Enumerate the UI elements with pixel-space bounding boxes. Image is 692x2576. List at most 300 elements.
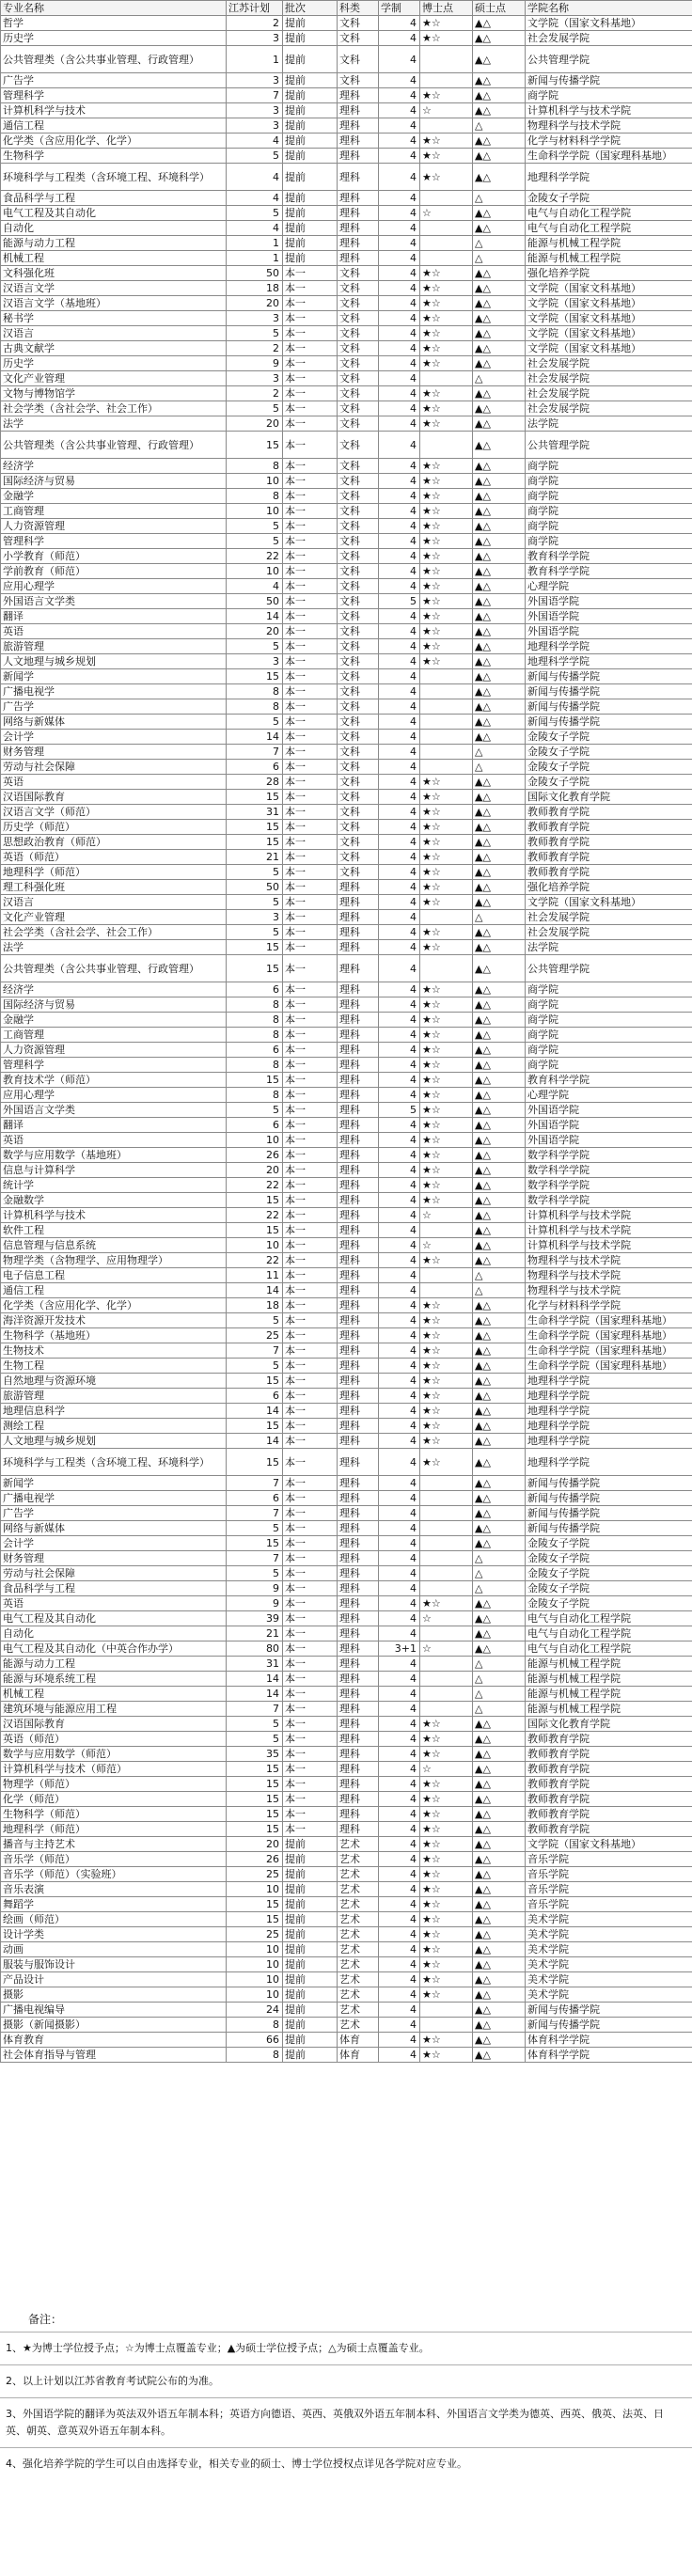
doctoral-point-cell: ★☆ (420, 1449, 473, 1476)
major-name-cell: 统计学 (1, 1178, 227, 1193)
batch-cell: 本一 (283, 1073, 338, 1088)
category-cell: 理科 (338, 1596, 379, 1611)
table-row (1, 1807, 692, 1822)
doctoral-point-cell: ★☆ (420, 654, 473, 669)
major-name-cell: 文化产业管理 (1, 910, 227, 925)
category-cell: 理科 (338, 103, 379, 118)
table-row (1, 790, 692, 805)
duration-cell: 4 (379, 221, 420, 236)
category-cell: 文科 (338, 281, 379, 296)
major-name-cell: 金融学 (1, 489, 227, 504)
plan-count-cell: 10 (227, 474, 283, 489)
major-name-cell: 能源与动力工程 (1, 1657, 227, 1672)
plan-count-cell: 15 (227, 1897, 283, 1912)
plan-count-cell: 15 (227, 790, 283, 805)
duration-cell: 4 (379, 1972, 420, 1987)
plan-count-cell: 7 (227, 88, 283, 103)
duration-cell: 4 (379, 1223, 420, 1238)
plan-count-cell: 5 (227, 1103, 283, 1118)
doctoral-point-cell: ★☆ (420, 1957, 473, 1972)
category-cell: 艺术 (338, 1867, 379, 1882)
table-row (1, 1073, 692, 1088)
master-point-cell: ▲△ (473, 940, 526, 955)
college-name-cell: 教师教育学院 (526, 865, 692, 880)
batch-cell: 本一 (283, 669, 338, 684)
batch-cell: 本一 (283, 356, 338, 371)
table-row (1, 16, 692, 31)
college-name-cell: 数学科学学院 (526, 1148, 692, 1163)
batch-cell: 本一 (283, 1343, 338, 1359)
plan-count-cell: 4 (227, 579, 283, 594)
category-cell: 理科 (338, 1506, 379, 1521)
master-point-cell: ▲△ (473, 1641, 526, 1657)
category-cell: 文科 (338, 564, 379, 579)
category-cell: 文科 (338, 820, 379, 835)
batch-cell: 本一 (283, 1449, 338, 1476)
plan-count-cell: 6 (227, 1043, 283, 1058)
major-name-cell: 工商管理 (1, 504, 227, 519)
college-name-cell: 社会发展学院 (526, 356, 692, 371)
table-row (1, 459, 692, 474)
plan-count-cell: 15 (227, 1073, 283, 1088)
table-row (1, 371, 692, 386)
duration-cell: 4 (379, 1298, 420, 1313)
category-cell: 理科 (338, 1732, 379, 1747)
master-point-cell: △ (473, 236, 526, 251)
doctoral-point-cell: ★☆ (420, 326, 473, 341)
batch-cell: 本一 (283, 1328, 338, 1343)
master-point-cell: ▲△ (473, 432, 526, 459)
college-name-cell: 能源与机械工程学院 (526, 1672, 692, 1687)
doctoral-point-cell: ★☆ (420, 895, 473, 910)
master-point-cell: ▲△ (473, 1747, 526, 1762)
plan-count-cell: 5 (227, 1717, 283, 1732)
major-name-cell: 广告学 (1, 73, 227, 88)
plan-count-cell: 26 (227, 1148, 283, 1163)
college-name-cell: 商学院 (526, 997, 692, 1013)
major-name-cell: 社会学类（含社会学、社会工作） (1, 925, 227, 940)
college-name-cell: 地理科学学院 (526, 654, 692, 669)
plan-count-cell: 3 (227, 118, 283, 134)
college-name-cell: 金陵女子学院 (526, 1566, 692, 1581)
plan-count-cell: 31 (227, 1657, 283, 1672)
table-header-row (1, 1, 692, 16)
batch-cell: 本一 (283, 775, 338, 790)
major-name-cell: 海洋资源开发技术 (1, 1313, 227, 1328)
major-name-cell: 自然地理与资源环境 (1, 1374, 227, 1389)
table-row (1, 910, 692, 925)
doctoral-point-cell (420, 1268, 473, 1283)
major-name-cell: 测绘工程 (1, 1419, 227, 1434)
college-name-cell: 教育科学学院 (526, 549, 692, 564)
table-row (1, 1343, 692, 1359)
plan-count-cell: 3 (227, 910, 283, 925)
category-cell: 文科 (338, 579, 379, 594)
college-name-cell: 商学院 (526, 534, 692, 549)
doctoral-point-cell: ★☆ (420, 134, 473, 149)
doctoral-point-cell: ★☆ (420, 1792, 473, 1807)
table-row (1, 88, 692, 103)
plan-count-cell: 10 (227, 1238, 283, 1253)
plan-count-cell: 31 (227, 805, 283, 820)
category-cell: 理科 (338, 1491, 379, 1506)
major-name-cell: 音乐表演 (1, 1882, 227, 1897)
major-name-cell: 软件工程 (1, 1223, 227, 1238)
doctoral-point-cell: ★☆ (420, 1404, 473, 1419)
table-row (1, 865, 692, 880)
batch-cell: 本一 (283, 790, 338, 805)
category-cell: 艺术 (338, 1972, 379, 1987)
major-name-cell: 广告学 (1, 1506, 227, 1521)
college-name-cell: 公共管理学院 (526, 432, 692, 459)
doctoral-point-cell: ★☆ (420, 1942, 473, 1957)
master-point-cell: ▲△ (473, 997, 526, 1013)
doctoral-point-cell: ★☆ (420, 1163, 473, 1178)
table-row (1, 594, 692, 609)
master-point-cell: ▲△ (473, 1359, 526, 1374)
master-point-cell: ▲△ (473, 564, 526, 579)
plan-count-cell: 5 (227, 1732, 283, 1747)
batch-cell: 本一 (283, 534, 338, 549)
plan-count-cell: 7 (227, 1476, 283, 1491)
doctoral-point-cell: ★☆ (420, 850, 473, 865)
major-name-cell: 机械工程 (1, 251, 227, 266)
doctoral-point-cell: ★☆ (420, 1118, 473, 1133)
college-name-cell: 商学院 (526, 504, 692, 519)
doctoral-point-cell (420, 684, 473, 699)
doctoral-point-cell (420, 1702, 473, 1717)
category-cell: 文科 (338, 489, 379, 504)
duration-cell: 4 (379, 1178, 420, 1193)
table-row (1, 1566, 692, 1581)
plan-count-cell: 50 (227, 594, 283, 609)
batch-cell: 本一 (283, 940, 338, 955)
master-point-cell: ▲△ (473, 474, 526, 489)
plan-count-cell: 15 (227, 432, 283, 459)
master-point-cell: ▲△ (473, 895, 526, 910)
plan-count-cell: 22 (227, 1253, 283, 1268)
master-point-cell: ▲△ (473, 715, 526, 730)
master-point-cell: ▲△ (473, 1536, 526, 1551)
category-cell: 理科 (338, 880, 379, 895)
college-name-cell: 地理科学学院 (526, 1389, 692, 1404)
plan-count-cell: 20 (227, 296, 283, 311)
doctoral-point-cell (420, 221, 473, 236)
category-cell: 理科 (338, 895, 379, 910)
plan-count-cell: 5 (227, 1313, 283, 1328)
college-name-cell: 新闻与传播学院 (526, 715, 692, 730)
table-row (1, 1702, 692, 1717)
major-name-cell: 公共管理类（含公共事业管理、行政管理） (1, 432, 227, 459)
duration-cell: 4 (379, 164, 420, 191)
table-row (1, 1163, 692, 1178)
table-row (1, 982, 692, 997)
doctoral-point-cell: ★☆ (420, 266, 473, 281)
category-cell: 文科 (338, 760, 379, 775)
plan-count-cell: 35 (227, 1747, 283, 1762)
major-name-cell: 产品设计 (1, 1972, 227, 1987)
category-cell: 理科 (338, 118, 379, 134)
major-name-cell: 学前教育（师范） (1, 564, 227, 579)
master-point-cell: ▲△ (473, 1178, 526, 1193)
table-row (1, 1133, 692, 1148)
doctoral-point-cell: ☆ (420, 1611, 473, 1626)
plan-count-cell: 5 (227, 925, 283, 940)
duration-cell: 4 (379, 1536, 420, 1551)
duration-cell: 4 (379, 1028, 420, 1043)
major-name-cell: 经济学 (1, 459, 227, 474)
college-name-cell: 金陵女子学院 (526, 191, 692, 206)
duration-cell: 4 (379, 1343, 420, 1359)
plan-count-cell: 4 (227, 221, 283, 236)
doctoral-point-cell: ★☆ (420, 1133, 473, 1148)
plan-count-cell: 8 (227, 2048, 283, 2063)
table-row (1, 356, 692, 371)
doctoral-point-cell: ★☆ (420, 1852, 473, 1867)
major-name-cell: 管理科学 (1, 88, 227, 103)
duration-cell: 4 (379, 1611, 420, 1626)
master-point-cell: ▲△ (473, 1013, 526, 1028)
doctoral-point-cell: ★☆ (420, 982, 473, 997)
master-point-cell: ▲△ (473, 1596, 526, 1611)
category-cell: 艺术 (338, 1987, 379, 2003)
major-name-cell: 英语（师范） (1, 850, 227, 865)
doctoral-point-cell: ★☆ (420, 519, 473, 534)
major-name-cell: 电子信息工程 (1, 1268, 227, 1283)
doctoral-point-cell (420, 1536, 473, 1551)
duration-cell: 4 (379, 266, 420, 281)
category-cell: 理科 (338, 1313, 379, 1328)
college-name-cell: 美术学院 (526, 1987, 692, 2003)
duration-cell: 4 (379, 519, 420, 534)
major-name-cell: 音乐学（师范）（实验班） (1, 1867, 227, 1882)
plan-count-cell: 5 (227, 895, 283, 910)
plan-count-cell: 2 (227, 341, 283, 356)
duration-cell: 4 (379, 1163, 420, 1178)
batch-cell: 提前 (283, 1912, 338, 1927)
major-name-cell: 外国语言文学类 (1, 594, 227, 609)
duration-cell: 4 (379, 1328, 420, 1343)
major-name-cell: 化学类（含应用化学、化学） (1, 134, 227, 149)
table-row (1, 1253, 692, 1268)
master-point-cell: ▲△ (473, 1777, 526, 1792)
batch-cell: 本一 (283, 1657, 338, 1672)
doctoral-point-cell: ★☆ (420, 1103, 473, 1118)
table-row (1, 191, 692, 206)
table-row (1, 1118, 692, 1133)
category-cell: 理科 (338, 1717, 379, 1732)
batch-cell: 本一 (283, 745, 338, 760)
batch-cell: 本一 (283, 1581, 338, 1596)
table-row (1, 745, 692, 760)
table-row (1, 639, 692, 654)
plan-count-cell: 22 (227, 549, 283, 564)
college-name-cell: 电气与自动化工程学院 (526, 1611, 692, 1626)
duration-cell: 4 (379, 1148, 420, 1163)
duration-cell: 4 (379, 1506, 420, 1521)
master-point-cell: ▲△ (473, 401, 526, 416)
table-row (1, 775, 692, 790)
doctoral-point-cell (420, 1223, 473, 1238)
college-name-cell: 电气与自动化工程学院 (526, 1641, 692, 1657)
duration-cell: 4 (379, 504, 420, 519)
duration-cell: 4 (379, 459, 420, 474)
master-point-cell: ▲△ (473, 1792, 526, 1807)
master-point-cell: ▲△ (473, 489, 526, 504)
major-name-cell: 广告学 (1, 699, 227, 715)
batch-cell: 提前 (283, 251, 338, 266)
table-row (1, 1551, 692, 1566)
duration-cell: 4 (379, 386, 420, 401)
duration-cell: 4 (379, 1792, 420, 1807)
master-point-cell: ▲△ (473, 1717, 526, 1732)
duration-cell: 4 (379, 1449, 420, 1476)
table-row (1, 820, 692, 835)
plan-count-cell: 8 (227, 489, 283, 504)
category-cell: 理科 (338, 940, 379, 955)
batch-cell: 本一 (283, 624, 338, 639)
master-point-cell: ▲△ (473, 31, 526, 46)
major-name-cell: 地理科学（师范） (1, 1822, 227, 1837)
doctoral-point-cell: ★☆ (420, 1043, 473, 1058)
doctoral-point-cell: ★☆ (420, 549, 473, 564)
note-item: 2、以上计划以江苏省教育考试院公布的为准。 (0, 2364, 692, 2397)
doctoral-point-cell: ★☆ (420, 1298, 473, 1313)
master-point-cell: ▲△ (473, 624, 526, 639)
major-name-cell: 地理信息科学 (1, 1404, 227, 1419)
duration-cell: 4 (379, 997, 420, 1013)
table-row (1, 266, 692, 281)
category-cell: 文科 (338, 266, 379, 281)
college-name-cell: 体育科学学院 (526, 2033, 692, 2048)
doctoral-point-cell: ★☆ (420, 1732, 473, 1747)
header-batch: 批次 (283, 1, 338, 16)
master-point-cell: ▲△ (473, 534, 526, 549)
college-name-cell: 体育科学学院 (526, 2048, 692, 2063)
master-point-cell: ▲△ (473, 88, 526, 103)
batch-cell: 本一 (283, 1566, 338, 1581)
duration-cell: 4 (379, 134, 420, 149)
category-cell: 文科 (338, 684, 379, 699)
doctoral-point-cell: ☆ (420, 1762, 473, 1777)
major-name-cell: 物理学（师范） (1, 1777, 227, 1792)
table-row (1, 715, 692, 730)
college-name-cell: 数学科学学院 (526, 1163, 692, 1178)
duration-cell: 4 (379, 1837, 420, 1852)
plan-count-cell: 6 (227, 760, 283, 775)
duration-cell: 4 (379, 1747, 420, 1762)
category-cell: 文科 (338, 699, 379, 715)
duration-cell: 4 (379, 895, 420, 910)
major-name-cell: 电气工程及其自动化 (1, 1611, 227, 1626)
category-cell: 文科 (338, 669, 379, 684)
duration-cell: 4 (379, 73, 420, 88)
college-name-cell: 金陵女子学院 (526, 745, 692, 760)
master-point-cell: ▲△ (473, 1476, 526, 1491)
doctoral-point-cell: ★☆ (420, 1148, 473, 1163)
master-point-cell: ▲△ (473, 1491, 526, 1506)
batch-cell: 本一 (283, 1238, 338, 1253)
master-point-cell: ▲△ (473, 206, 526, 221)
major-name-cell: 化学类（含应用化学、化学） (1, 1298, 227, 1313)
plan-count-cell: 8 (227, 1013, 283, 1028)
duration-cell: 4 (379, 940, 420, 955)
batch-cell: 本一 (283, 1043, 338, 1058)
college-name-cell: 公共管理学院 (526, 955, 692, 982)
doctoral-point-cell (420, 251, 473, 266)
doctoral-point-cell: ★☆ (420, 534, 473, 549)
batch-cell: 本一 (283, 519, 338, 534)
doctoral-point-cell: ★☆ (420, 1747, 473, 1762)
college-name-cell: 地理科学学院 (526, 1434, 692, 1449)
table-row (1, 1208, 692, 1223)
major-name-cell: 信息与计算科学 (1, 1163, 227, 1178)
plan-count-cell: 7 (227, 1702, 283, 1717)
note-item: 4、强化培养学院的学生可以自由选择专业，相关专业的硕士、博士学位授权点详见各学院对应专业。 (0, 2447, 692, 2480)
doctoral-point-cell: ★☆ (420, 1419, 473, 1434)
duration-cell: 4 (379, 925, 420, 940)
table-row (1, 281, 692, 296)
category-cell: 理科 (338, 1657, 379, 1672)
major-name-cell: 电气工程及其自动化（中英合作办学） (1, 1641, 227, 1657)
table-row (1, 2018, 692, 2033)
major-name-cell: 文科强化班 (1, 266, 227, 281)
table-row (1, 1762, 692, 1777)
major-name-cell: 汉语国际教育 (1, 1717, 227, 1732)
master-point-cell: ▲△ (473, 654, 526, 669)
college-name-cell: 地理科学学院 (526, 164, 692, 191)
batch-cell: 提前 (283, 103, 338, 118)
doctoral-point-cell: ★☆ (420, 1777, 473, 1792)
table-row (1, 1313, 692, 1328)
college-name-cell: 物理科学与技术学院 (526, 118, 692, 134)
college-name-cell: 能源与机械工程学院 (526, 236, 692, 251)
table-row (1, 432, 692, 459)
master-point-cell: ▲△ (473, 2003, 526, 2018)
doctoral-point-cell: ★☆ (420, 311, 473, 326)
table-row (1, 31, 692, 46)
doctoral-point-cell: ☆ (420, 1641, 473, 1657)
category-cell: 理科 (338, 1283, 379, 1298)
category-cell: 艺术 (338, 1882, 379, 1897)
plan-count-cell: 22 (227, 1208, 283, 1223)
master-point-cell: ▲△ (473, 281, 526, 296)
plan-count-cell: 18 (227, 1298, 283, 1313)
plan-count-cell: 14 (227, 1434, 283, 1449)
doctoral-point-cell: ★☆ (420, 401, 473, 416)
table-row (1, 1223, 692, 1238)
category-cell: 理科 (338, 1028, 379, 1043)
plan-count-cell: 3 (227, 103, 283, 118)
header-master-point: 硕士点 (473, 1, 526, 16)
major-name-cell: 计算机科学与技术 (1, 103, 227, 118)
college-name-cell: 外国语学院 (526, 1118, 692, 1133)
category-cell: 理科 (338, 1449, 379, 1476)
plan-count-cell: 2 (227, 386, 283, 401)
doctoral-point-cell: ★☆ (420, 805, 473, 820)
college-name-cell: 教师教育学院 (526, 1822, 692, 1837)
duration-cell: 4 (379, 745, 420, 760)
batch-cell: 本一 (283, 1178, 338, 1193)
doctoral-point-cell: ★☆ (420, 1822, 473, 1837)
batch-cell: 本一 (283, 910, 338, 925)
batch-cell: 本一 (283, 715, 338, 730)
category-cell: 文科 (338, 865, 379, 880)
college-name-cell: 生命科学学院（国家理科基地） (526, 1359, 692, 1374)
plan-count-cell: 5 (227, 206, 283, 221)
plan-count-cell: 10 (227, 564, 283, 579)
college-name-cell: 新闻与传播学院 (526, 684, 692, 699)
